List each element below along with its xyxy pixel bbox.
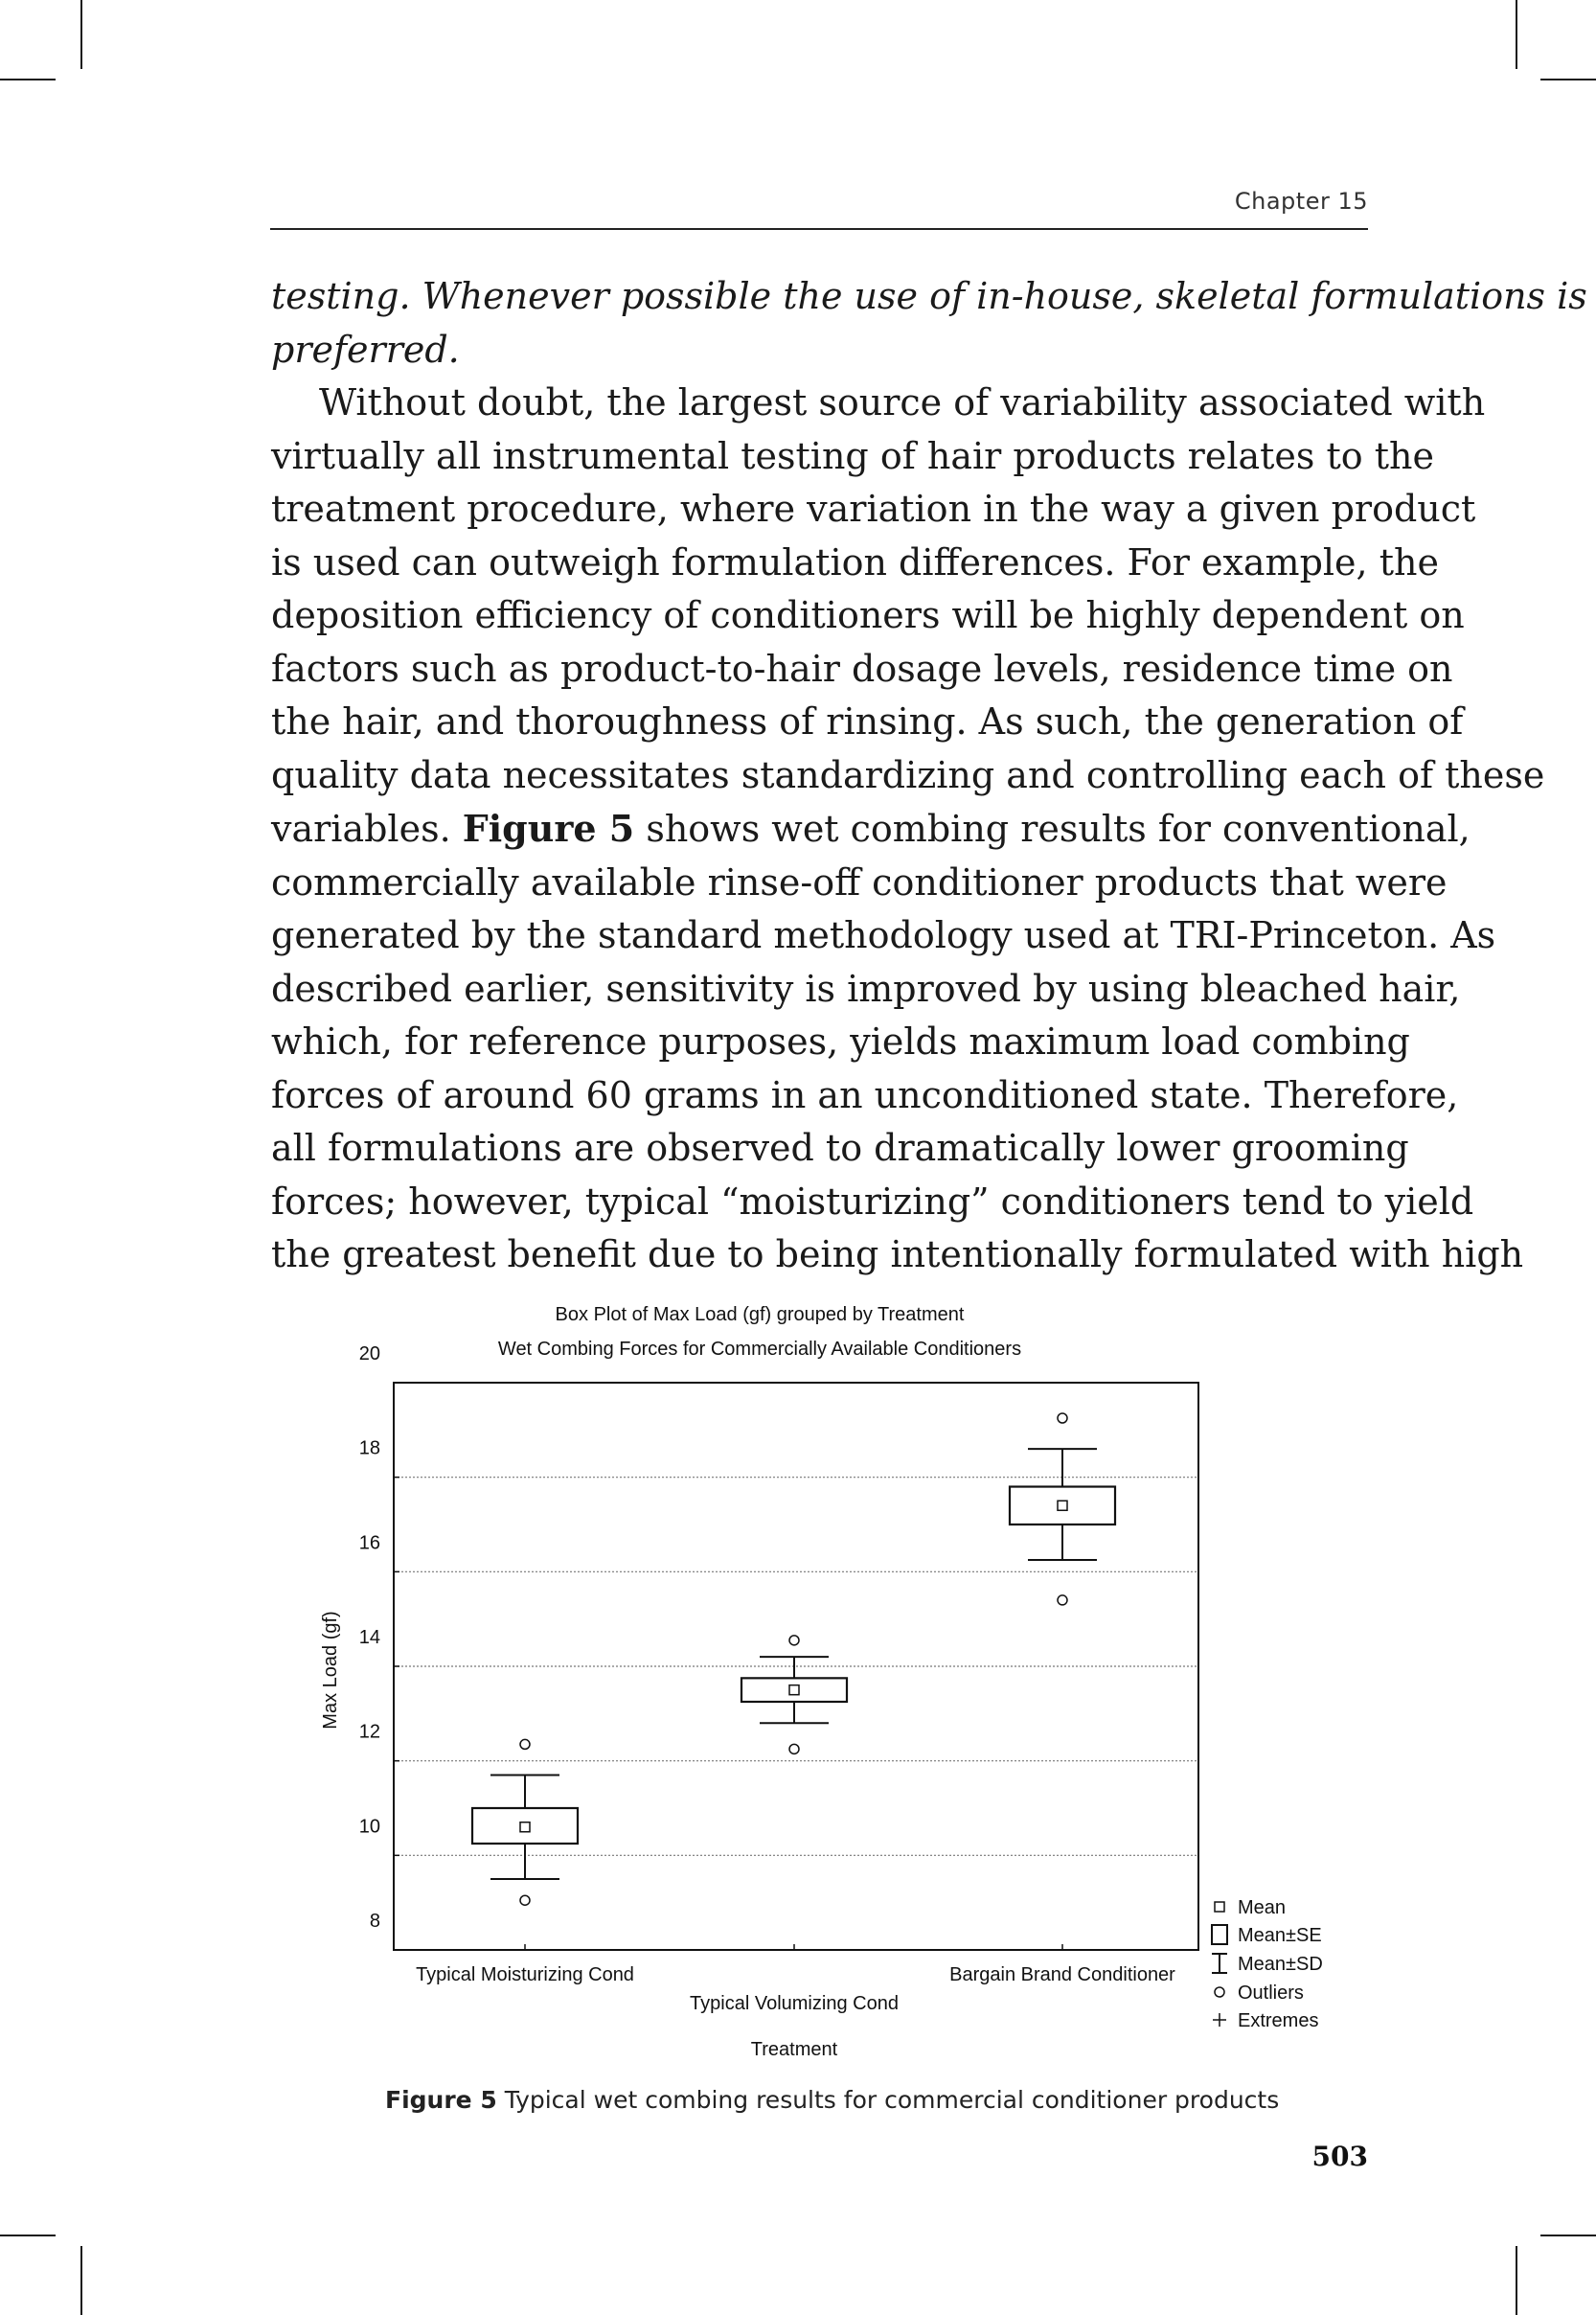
chart-title: Box Plot of Max Load (gf) grouped by Treatment [555, 1304, 965, 1325]
y-tick-label: 10 [358, 1816, 380, 1838]
text-line: generated by the standard methodology used at TRI-Princeton. As [271, 914, 1496, 956]
text-line: all formulations are observed to dramatically lower grooming [271, 1127, 1409, 1169]
y-tick-label: 8 [369, 1911, 380, 1932]
text-line: deposition efficiency of conditioners will be highly dependent on [271, 594, 1465, 636]
figure-label: Figure 5 [385, 2086, 497, 2114]
chart-gridlines [394, 1478, 1198, 1856]
x-tick-label: Bargain Brand Conditioner [949, 1964, 1175, 1985]
y-tick-label: 14 [358, 1627, 380, 1648]
text-line: described earlier, sensitivity is improved by using bleached hair, [271, 967, 1461, 1010]
legend-item [1212, 1925, 1322, 1946]
legend-item [1215, 1983, 1304, 2004]
legend-sd-symbol [1212, 1954, 1227, 1973]
legend-item [1215, 1897, 1286, 1918]
legend-outlier-symbol [1215, 1987, 1224, 1997]
text-fragment: shows wet combing results for conventional, [646, 808, 1471, 850]
x-axis-label: Treatment [750, 2039, 838, 2060]
text-fragment: variables. [271, 808, 451, 850]
outlier-point [789, 1636, 799, 1645]
legend-label: Mean±SE [1238, 1925, 1322, 1946]
figure-reference: Figure 5 [462, 807, 635, 850]
chart-boxes [472, 1413, 1115, 1905]
text-line: preferred. [271, 328, 460, 371]
mean-marker [520, 1822, 530, 1832]
y-tick-label: 12 [358, 1721, 380, 1743]
x-tick-label: Typical Moisturizing Cond [416, 1964, 634, 1985]
x-tick-label: Typical Volumizing Cond [690, 1993, 899, 2014]
text-line: treatment procedure, where variation in the way a given product [271, 488, 1476, 530]
text-line: commercially available rinse-off conditioner products that were [271, 860, 1448, 904]
legend-label: Outliers [1238, 1983, 1304, 2004]
chart-legend [1212, 1897, 1323, 2031]
text-line: which, for reference purposes, yields maximum load combing [271, 1020, 1410, 1063]
box-group [472, 1739, 578, 1905]
legend-extreme-symbol [1213, 2013, 1226, 2027]
text-line: Without doubt, the largest source of variability associated with [319, 381, 1486, 424]
outlier-point [520, 1895, 530, 1905]
text-line: is used can outweigh formulation differences. For example, the [271, 540, 1439, 584]
text-line: forces; however, typical “moisturizing” conditioners tend to yield [271, 1180, 1474, 1223]
running-head: Chapter 15 [1234, 188, 1368, 215]
text-line: testing. Whenever possible the use of in-house, skeletal formulations is [271, 275, 1587, 317]
text-line: the hair, and thoroughness of rinsing. As such, the generation of [271, 700, 1464, 743]
mean-marker [789, 1685, 799, 1695]
text-line: virtually all instrumental testing of hair products relates to the [271, 434, 1434, 477]
mean-marker [1058, 1501, 1067, 1510]
box-group [741, 1636, 847, 1753]
text-line: quality data necessitates standardizing and controlling each of these [271, 753, 1545, 796]
outlier-point [789, 1744, 799, 1753]
y-axis-label: Max Load (gf) [320, 1611, 341, 1730]
box-group [1010, 1413, 1115, 1605]
text-line: forces of around 60 grams in an unconditioned state. Therefore, [271, 1073, 1459, 1116]
legend-label: Mean [1238, 1897, 1287, 1918]
page-number: 503 [1311, 2141, 1368, 2172]
chart-subtitle: Wet Combing Forces for Commercially Available Conditioners [497, 1339, 1022, 1360]
outlier-point [520, 1739, 530, 1749]
y-tick-label: 18 [358, 1437, 380, 1459]
y-tick-label: 20 [358, 1343, 380, 1364]
outlier-point [1058, 1413, 1067, 1423]
outlier-point [1058, 1595, 1067, 1605]
legend-item [1213, 2010, 1318, 2031]
text-line: factors such as product-to-hair dosage levels, residence time on [271, 647, 1453, 690]
legend-se-symbol [1212, 1925, 1227, 1944]
figure-caption [385, 2086, 1280, 2114]
caption-text: Typical wet combing results for commercial conditioner products [504, 2086, 1280, 2114]
y-tick-label: 16 [358, 1532, 380, 1554]
legend-label: Mean±SD [1238, 1954, 1323, 1975]
text-line: the greatest benefit due to being intentionally formulated with high [271, 1233, 1524, 1275]
legend-mean-symbol [1215, 1902, 1224, 1912]
legend-item [1212, 1954, 1323, 1975]
legend-label: Extremes [1238, 2010, 1319, 2031]
